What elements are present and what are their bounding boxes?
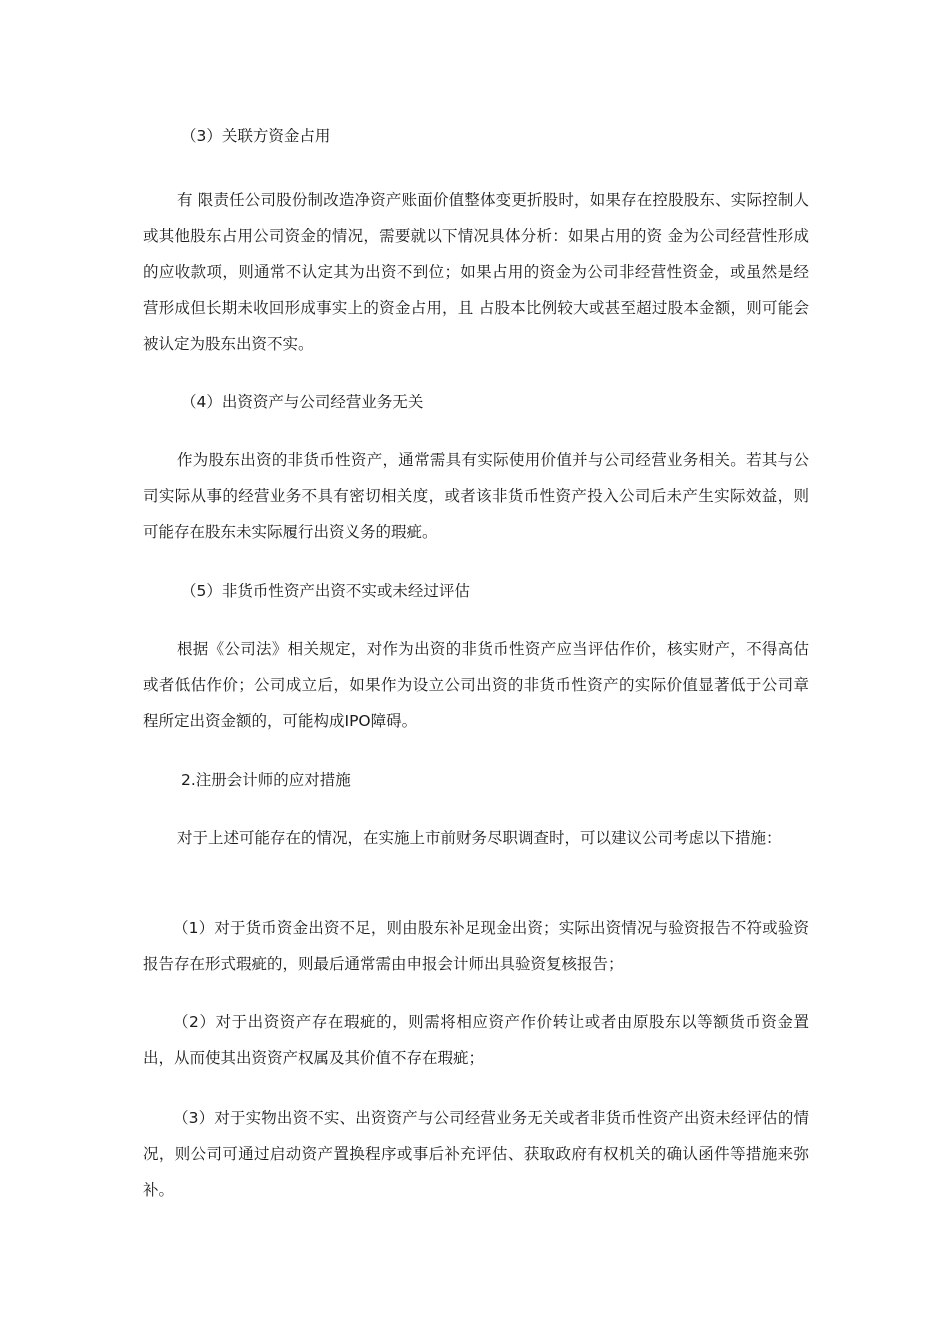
measure-item-3: （3）对于实物出资不实、出资资产与公司经营业务无关或者非货币性资产出资未经评估的情况，则公司可通过启动资产置换程序或事后补充评估、获取政府有权机关的确认函件等措施来弥补。	[143, 1109, 809, 1199]
section-5-heading: （5）非货币性资产出资不实或未经过评估	[181, 582, 470, 600]
section-4-heading: （4）出资资产与公司经营业务无关	[181, 393, 424, 411]
section-5-paragraph: 根据《公司法》相关规定，对作为出资的非货币性资产应当评估作价，核实财产，不得高估或者低估作价；公司成立后，如果作为设立公司出资的非货币性资产的实际价值显著低于公司章程所定出资金额的，可能构成IPO障碍。	[143, 640, 809, 730]
measures-heading: 2.注册会计师的应对措施	[181, 771, 351, 789]
section-3-heading: （3）关联方资金占用	[181, 127, 331, 145]
measure-item-2: （2）对于出资资产存在瑕疵的，则需将相应资产作价转让或者由原股东以等额货币资金置出，从而使其出资资产权属及其价值不存在瑕疵；	[143, 1013, 809, 1067]
measures-intro-paragraph: 对于上述可能存在的情况，在实施上市前财务尽职调查时，可以建议公司考虑以下措施：	[177, 829, 782, 847]
section-3-paragraph: 有 限责任公司股份制改造净资产账面价值整体变更折股时，如果存在控股股东、实际控制人或其他股东占用公司资金的情况，需要就以下情况具体分析：如果占用的资 金为公司经营性形成的应收款项，则通常不认定其为出资不到位；如果占用的资金为公司非经营性资金，或虽然是经营形成但长期未收回形成事实上的资金占用，且 占股本比例较大或甚至超过股本金额，则可能会被认定为股东出资不实。	[143, 191, 809, 353]
section-4-paragraph: 作为股东出资的非货币性资产，通常需具有实际使用价值并与公司经营业务相关。若其与公司实际从事的经营业务不具有密切相关度，或者该非货币性资产投入公司后未产生实际效益，则可能存在股东未实际履行出资义务的瑕疵。	[143, 451, 809, 541]
measure-item-1: （1）对于货币资金出资不足，则由股东补足现金出资；实际出资情况与验资报告不符或验资报告存在形式瑕疵的，则最后通常需由申报会计师出具验资复核报告；	[143, 919, 809, 973]
